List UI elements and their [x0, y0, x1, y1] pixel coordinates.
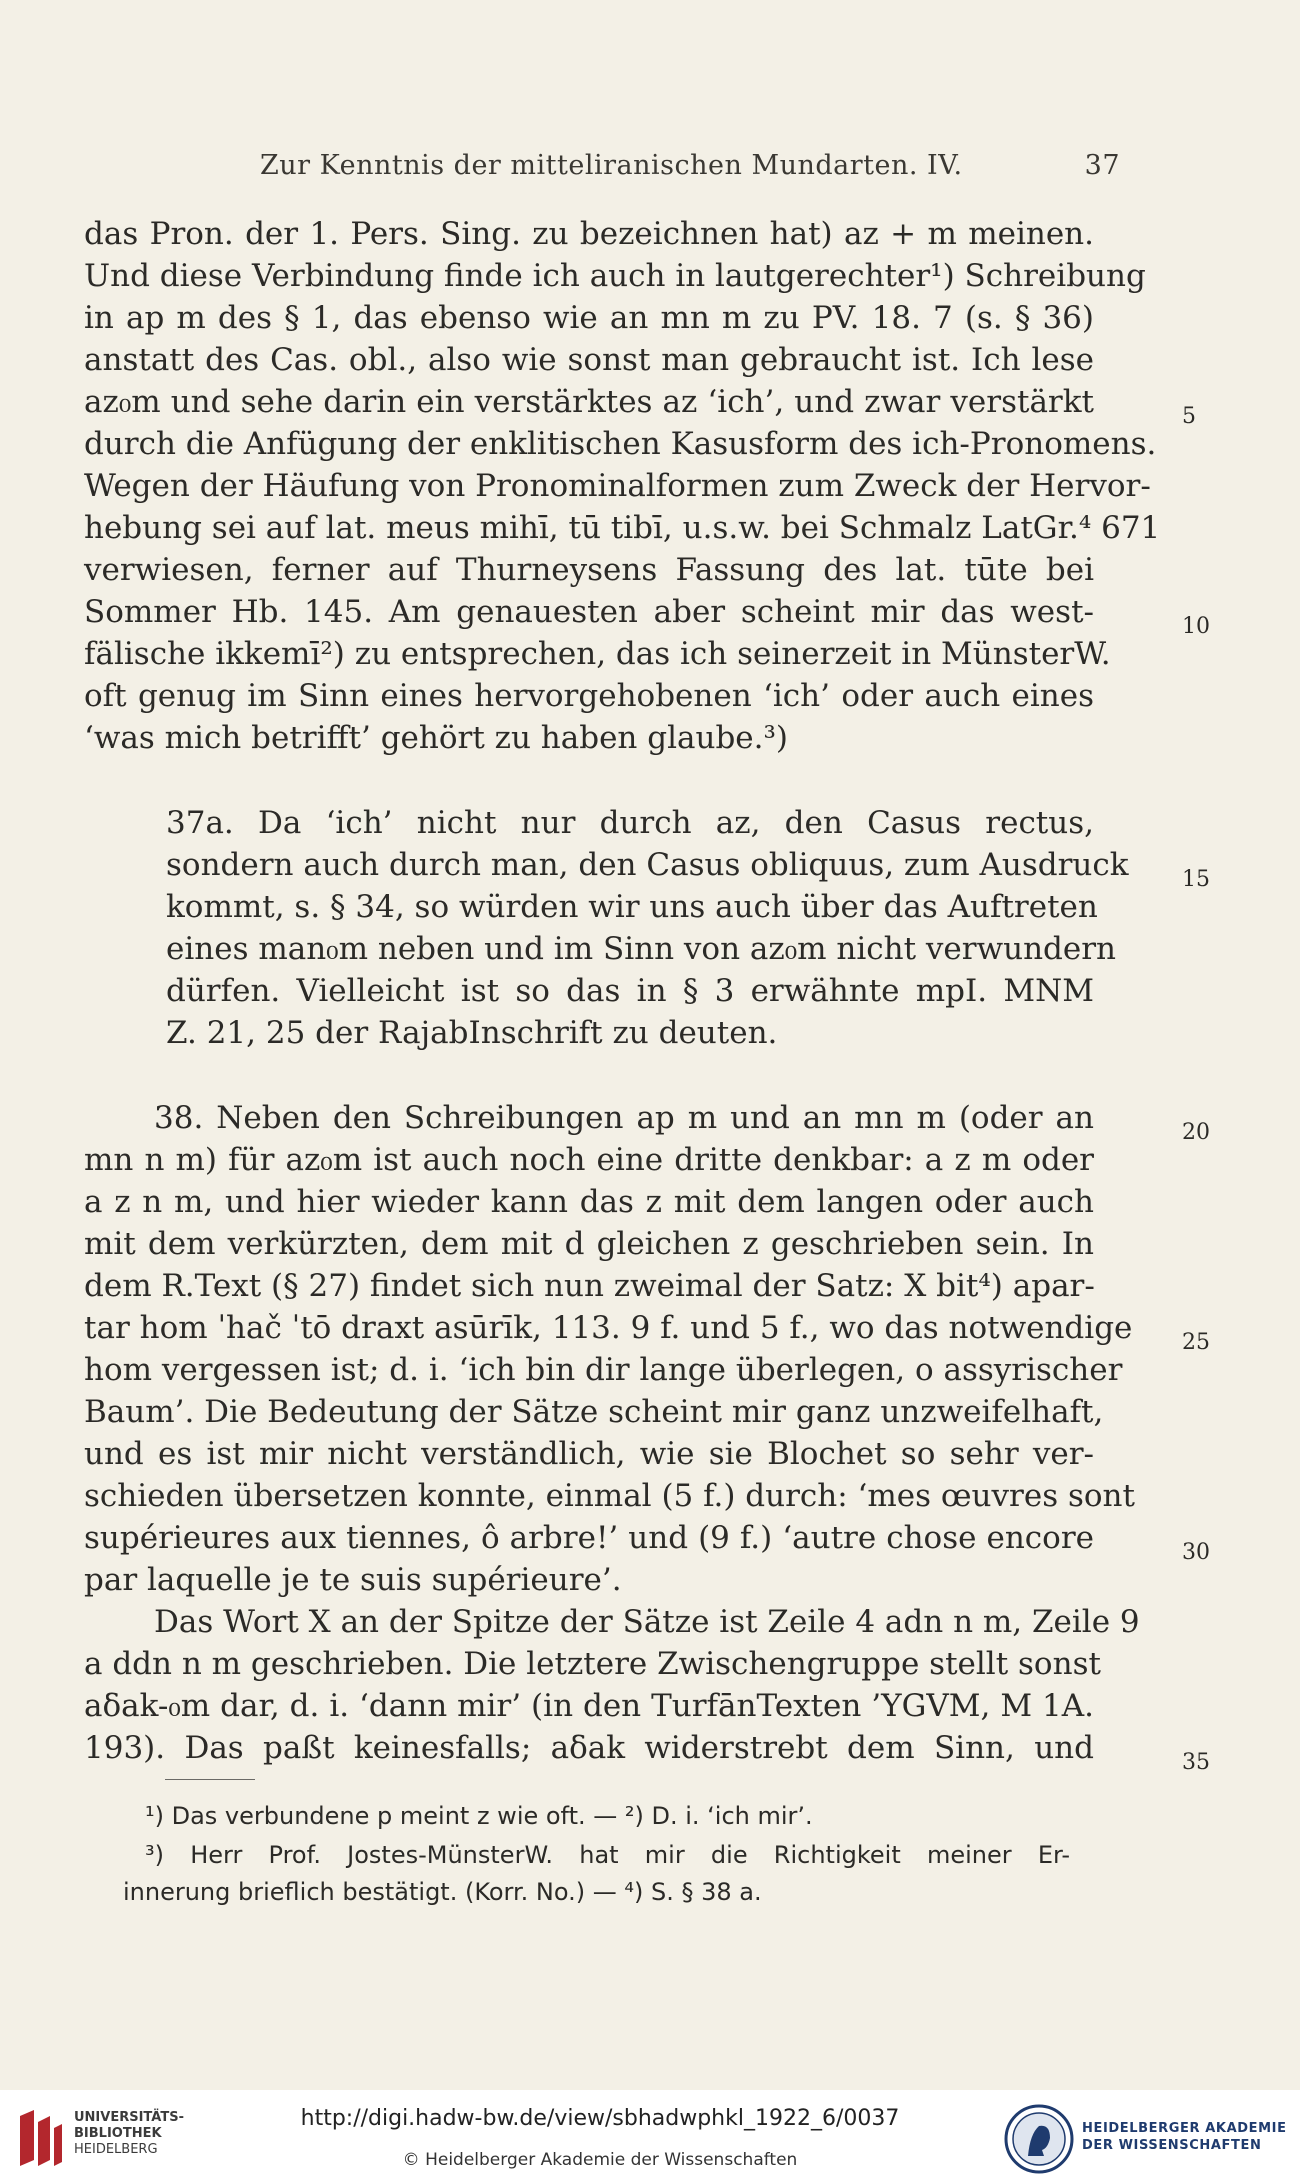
line-number: 30: [1182, 1540, 1210, 1565]
line-number: 15: [1182, 867, 1210, 892]
text-line: in ap m des § 1, das ebenso wie an mn m zu PV. 18. 7 (s. § 36): [84, 300, 1094, 336]
text-line: Wegen der Häufung von Pronominalformen zum Zweck der Hervor-: [84, 468, 1151, 504]
footnote: innerung brieflich bestätigt. (Korr. No.) — ⁴) S. § 38 a.: [123, 1878, 762, 1906]
text-line: und es ist mir nicht verständlich, wie sie Blochet so sehr ver-: [84, 1436, 1094, 1472]
viewer-footer: [0, 2090, 1300, 2181]
text-line: a ddn n m geschrieben. Die letztere Zwischengruppe stellt sonst: [84, 1646, 1101, 1682]
text-line: dem R.Text (§ 27) findet sich nun zweimal der Satz: X bit⁴) apar-: [84, 1268, 1095, 1304]
text-line: fälische ikkemī²) zu entsprechen, das ich seinerzeit in MünsterW.: [84, 636, 1111, 672]
text-line: verwiesen, ferner auf Thurneysens Fassung des lat. tūte bei: [84, 552, 1094, 588]
line-number: 10: [1182, 614, 1210, 639]
text-line: ‘was mich betrifft’ gehört zu haben glaube.³): [84, 720, 789, 756]
university-library-logo-icon: [16, 2108, 64, 2170]
university-library-name: UNIVERSITÄTS- BIBLIOTHEK HEIDELBERG: [74, 2110, 184, 2157]
footnote-rule: [165, 1779, 255, 1780]
text-line: Sommer Hb. 145. Am genauesten aber scheint mir das west-: [84, 594, 1094, 630]
text-line: sondern auch durch man, den Casus obliquus, zum Ausdruck: [166, 847, 1129, 883]
permalink[interactable]: http://digi.hadw-bw.de/view/sbhadwphkl_1922_6/0037: [300, 2106, 900, 2131]
text-line: dürfen. Vielleicht ist so das in § 3 erwähnte mpI. MNM: [166, 973, 1094, 1009]
text-line: hom vergessen ist; d. i. ‘ich bin dir lange überlegen, o assyrischer: [84, 1352, 1123, 1388]
text-line: az₀m und sehe darin ein verstärktes az ‘ich’, und zwar verstärkt: [84, 384, 1094, 420]
academy-seal-icon: [1004, 2104, 1074, 2174]
text-line: anstatt des Cas. obl., also wie sonst man gebraucht ist. Ich lese: [84, 342, 1094, 378]
text-line: durch die Anfügung der enklitischen Kasusform des ich-Pronomens.: [84, 426, 1157, 462]
academy-name: HEIDELBERGER AKADEMIE DER WISSENSCHAFTEN: [1082, 2121, 1287, 2153]
text-line: tar hom ˈhač ˈtō draxt asūrīk, 113. 9 f. und 5 f., wo das notwendige: [84, 1310, 1133, 1346]
running-title: Zur Kenntnis der mitteliranischen Mundarten. IV.: [260, 150, 963, 181]
text-line: kommt, s. § 34, so würden wir uns auch über das Auftreten: [166, 889, 1098, 925]
text-line: oft genug im Sinn eines hervorgehobenen ‘ich’ oder auch eines: [84, 678, 1094, 714]
text-line: eines man₀m neben und im Sinn von az₀m nicht verwundern: [166, 931, 1117, 967]
text-line: das Pron. der 1. Pers. Sing. zu bezeichnen hat) az + m meinen.: [84, 216, 1094, 252]
line-number: 5: [1182, 404, 1196, 429]
text-line: mit dem verkürzten, dem mit d gleichen z geschrieben sein. In: [84, 1226, 1094, 1262]
text-line: supérieures aux tiennes, ô arbre!’ und (9 f.) ‘autre chose encore: [84, 1520, 1094, 1556]
text-line: 38. Neben den Schreibungen ap m und an mn m (oder an: [154, 1100, 1094, 1136]
text-line: Baum’. Die Bedeutung der Sätze scheint mir ganz unzweifelhaft,: [84, 1394, 1104, 1430]
footnote: ³) Herr Prof. Jostes-MünsterW. hat mir die Richtigkeit meiner Er-: [145, 1841, 1070, 1869]
line-number: 35: [1182, 1750, 1210, 1775]
text-line: aδak-₀m dar, d. i. ‘dann mir’ (in den TurfānTexten ’YGVM, M 1A.: [84, 1688, 1094, 1724]
text-line: a z n m, und hier wieder kann das z mit dem langen oder auch: [84, 1184, 1094, 1220]
line-number: 25: [1182, 1330, 1210, 1355]
text-line: Z. 21, 25 der RajabInschrift zu deuten.: [166, 1015, 778, 1051]
text-line: Das Wort X an der Spitze der Sätze ist Zeile 4 adn n m, Zeile 9: [154, 1604, 1140, 1640]
text-line: 193). Das paßt keinesfalls; aδak widerstrebt dem Sinn, und: [84, 1730, 1094, 1766]
text-line: hebung sei auf lat. meus mihī, tū tibī, u.s.w. bei Schmalz LatGr.⁴ 671: [84, 510, 1161, 546]
page-number: 37: [1084, 150, 1120, 181]
text-line: mn n m) für az₀m ist auch noch eine dritte denkbar: a z m oder: [84, 1142, 1094, 1178]
text-line: schieden übersetzen konnte, einmal (5 f.) durch: ‘mes œuvres sont: [84, 1478, 1135, 1514]
text-line: par laquelle je te suis supérieure’.: [84, 1562, 622, 1598]
line-number: 20: [1182, 1120, 1210, 1145]
copyright-notice: © Heidelberger Akademie der Wissenschaften: [402, 2150, 798, 2170]
footnote: ¹) Das verbundene p meint z wie oft. — ²) D. i. ‘ich mir’.: [145, 1802, 813, 1830]
text-line: 37a. Da ‘ich’ nicht nur durch az, den Casus rectus,: [166, 805, 1094, 841]
text-line: Und diese Verbindung finde ich auch in lautgerechter¹) Schreibung: [84, 258, 1146, 294]
